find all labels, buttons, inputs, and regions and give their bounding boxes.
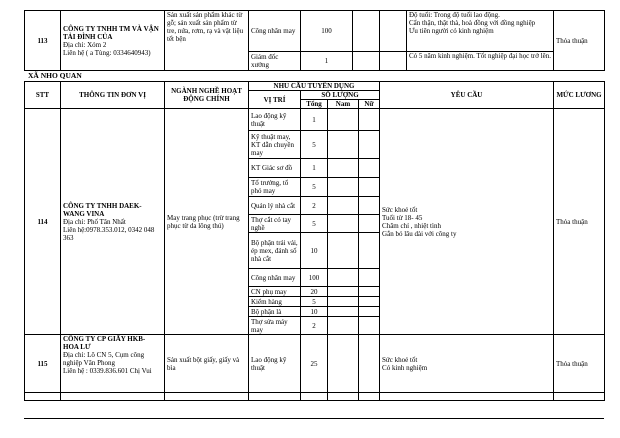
female-cell	[359, 297, 380, 307]
female-cell	[359, 215, 380, 233]
male-cell	[328, 159, 359, 178]
total-cell: 25	[301, 335, 328, 393]
position-cell: Quản lý nhà cắt	[249, 197, 301, 215]
female-cell	[359, 233, 380, 269]
header-total: Tổng	[301, 100, 328, 109]
table-row	[25, 109, 605, 131]
company-contact: Liên hệ ( a Tùng: 0334640943)	[63, 48, 151, 57]
total-cell: 2	[301, 197, 328, 215]
company-name: CÔNG TY CP GIẤY HKB- HOA LƯ	[63, 335, 146, 351]
industry-cell: Sản xuất bột giấy, giấy và bìa	[165, 335, 249, 393]
male-cell	[328, 297, 359, 307]
male-cell	[328, 178, 359, 197]
company-name: CÔNG TY TNHH TM VÀ VẬN TẢI ĐÌNH CỦA	[63, 24, 159, 41]
company-info-cell	[61, 335, 165, 393]
header-male: Nam	[328, 100, 359, 109]
stt-cell: 115	[25, 335, 61, 393]
total-cell: 1	[301, 159, 328, 178]
female-cell	[359, 178, 380, 197]
section-title: XÃ NHO QUAN	[28, 71, 82, 80]
total-cell: 100	[301, 11, 353, 52]
table-row-113-fragment	[24, 10, 605, 71]
salary-cell: Thỏa thuận	[554, 335, 605, 393]
requirement-line: Độ tuổi: Trong độ tuổi lao động.	[409, 11, 500, 19]
stt-cell: 113	[25, 11, 61, 71]
header-demand: NHU CẦU TUYỂN DỤNG	[249, 82, 380, 91]
header-stt: STT	[25, 82, 61, 109]
total-cell: 5	[301, 178, 328, 197]
table-row	[25, 335, 605, 393]
position-cell: Thợ sửa máy may	[249, 317, 301, 335]
industry-cell: May trang phục (trừ trang phục từ da lông thú)	[165, 109, 249, 335]
header-company: THÔNG TIN ĐƠN VỊ	[61, 82, 165, 109]
header-salary: MỨC LƯƠNG	[554, 82, 605, 109]
male-cell	[328, 307, 359, 317]
female-cell	[359, 159, 380, 178]
company-address: Địa chỉ: Xóm 2	[63, 40, 107, 49]
requirements-cell	[380, 335, 554, 393]
total-cell: 1	[301, 109, 328, 131]
male-cell	[328, 287, 359, 297]
requirement-line: Chăm chỉ , nhiệt tình	[382, 221, 441, 230]
requirements-cell	[407, 11, 554, 52]
total-cell: 1	[301, 52, 353, 71]
total-cell: 5	[301, 297, 328, 307]
male-cell	[353, 11, 380, 52]
requirement-line: Sức khoẻ tốt	[382, 205, 418, 214]
male-cell	[328, 269, 359, 287]
position-cell: Bộ phận trải vải, ép mex, đánh số nhà cắt	[249, 233, 301, 269]
industry-cell: Sản xuất sản phẩm khác từ gỗ; sản xuất sản phẩm từ tre, nứa, rơm, rạ và vật liệu tết bện	[165, 11, 249, 71]
requirement-line: Ưu tiên người có kinh nghiệm	[409, 27, 494, 35]
table-row	[25, 393, 605, 401]
recruitment-table	[24, 81, 605, 401]
female-cell	[359, 269, 380, 287]
female-cell	[380, 52, 407, 71]
company-name: CÔNG TY TNHH DAEK-WANG VINA	[63, 201, 142, 218]
total-cell: 5	[301, 131, 328, 159]
salary-cell: Thỏa thuận	[554, 11, 605, 71]
total-cell: 10	[301, 233, 328, 269]
company-info-cell	[61, 11, 165, 71]
male-cell	[328, 109, 359, 131]
requirements-cell	[380, 109, 554, 335]
position-cell: Công nhân may	[249, 269, 301, 287]
female-cell	[359, 307, 380, 317]
company-contact: Liên hệ:0978.353.012, 0342 048 363	[63, 225, 155, 242]
male-cell	[328, 131, 359, 159]
male-cell	[328, 317, 359, 335]
header-industry: NGÀNH NGHỀ HOẠT ĐỘNG CHÍNH	[165, 82, 249, 109]
female-cell	[359, 131, 380, 159]
position-cell: Lao động kỹ thuật	[249, 335, 301, 393]
total-cell: 100	[301, 269, 328, 287]
header-row	[25, 82, 605, 91]
position-cell: Bộ phận là	[249, 307, 301, 317]
header-quantity: SỐ LƯỢNG	[301, 91, 380, 100]
female-cell	[359, 287, 380, 297]
stt-cell: 114	[25, 109, 61, 335]
company-address: Địa chỉ: Phố Tân Nhất	[63, 217, 126, 226]
total-cell: 5	[301, 215, 328, 233]
requirement-line: Tuổi từ 18- 45	[382, 213, 423, 222]
requirement-line: Cẩn thận, thật thà, hoà đồng với đồng nghiệp	[409, 19, 536, 27]
female-cell	[380, 11, 407, 52]
position-cell: Lao động kỹ thuật	[249, 109, 301, 131]
position-cell: CN phụ may	[249, 287, 301, 297]
position-cell: Kỹ thuật may, KT dẫn chuyền may	[249, 131, 301, 159]
requirement-line: Sức khoẻ tốt	[382, 355, 418, 364]
position-cell: KT Giác sơ đồ	[249, 159, 301, 178]
female-cell	[359, 197, 380, 215]
requirements-cell: Có 5 năm kinh nghiệm. Tốt nghiệp đại học trở lên.	[407, 52, 554, 71]
position-cell: Công nhân may	[249, 11, 301, 52]
requirement-line: Có kinh nghiệm	[382, 363, 428, 372]
company-address: Địa chỉ: Lô CN 5, Cụm công nghiệp Văn Phong	[63, 351, 145, 367]
total-cell: 10	[301, 307, 328, 317]
position-cell: Thợ cắt có tay nghề	[249, 215, 301, 233]
male-cell	[328, 233, 359, 269]
total-cell: 20	[301, 287, 328, 297]
position-cell: Kiểm hàng	[249, 297, 301, 307]
header-requirements: YÊU CẦU	[380, 82, 554, 109]
male-cell	[353, 52, 380, 71]
requirement-line: Gắn bó lâu dài với công ty	[382, 229, 457, 238]
header-female: Nữ	[359, 100, 380, 109]
table-row	[25, 11, 605, 52]
male-cell	[328, 197, 359, 215]
position-cell: Tổ trưởng, tổ phó may	[249, 178, 301, 197]
company-info-cell	[61, 109, 165, 335]
page-bottom-rule	[24, 418, 604, 419]
company-contact: Liên hệ : 0339.836.601 Chị Vui	[63, 367, 152, 375]
male-cell	[328, 335, 359, 393]
position-cell: Giám đốc xưởng	[249, 52, 301, 71]
salary-cell: Thỏa thuận	[554, 109, 605, 335]
male-cell	[328, 215, 359, 233]
female-cell	[359, 109, 380, 131]
female-cell	[359, 335, 380, 393]
female-cell	[359, 317, 380, 335]
total-cell: 2	[301, 317, 328, 335]
header-position: VỊ TRÍ	[249, 91, 301, 109]
